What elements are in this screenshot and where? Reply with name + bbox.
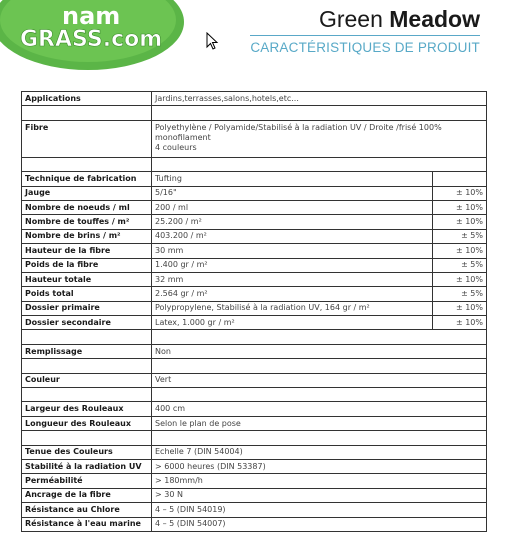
table-row xyxy=(22,316,487,330)
spec-value: Non xyxy=(152,344,487,358)
product-title-bold: Meadow xyxy=(389,6,480,32)
spec-value: 1.400 gr / m² xyxy=(152,258,433,272)
spec-value: 400 cm xyxy=(152,402,487,416)
spec-value: 4 – 5 (DIN 54019) xyxy=(152,503,487,517)
table-row xyxy=(22,272,487,286)
spec-label: Perméabilité xyxy=(22,474,152,488)
spec-value: Vert xyxy=(152,373,487,387)
spec-value: 5/16" xyxy=(152,186,433,200)
table-row xyxy=(22,373,487,387)
fibre-line-3: 4 couleurs xyxy=(155,142,197,152)
product-title xyxy=(319,6,480,33)
table-row xyxy=(22,186,487,200)
spacer-row xyxy=(22,157,487,171)
spec-value: 30 mm xyxy=(152,244,433,258)
spec-tolerance: ± 10% xyxy=(433,301,487,315)
title-divider xyxy=(250,35,480,36)
spec-label: Résistance au Chlore xyxy=(22,503,152,517)
spec-value: Echelle 7 (DIN 54004) xyxy=(152,445,487,459)
spec-value: 25.200 / m² xyxy=(152,215,433,229)
spec-label: Stabilité à la radiation UV xyxy=(22,459,152,473)
spec-label: Tenue des Couleurs xyxy=(22,445,152,459)
table-row xyxy=(22,344,487,358)
table-row xyxy=(22,459,487,473)
spec-value: > 6000 heures (DIN 53387) xyxy=(152,459,487,473)
fibre-line-2: monofilament xyxy=(155,132,211,142)
table-row xyxy=(22,120,487,157)
product-title-regular: Green xyxy=(318,6,383,32)
spec-label: Technique de fabrication xyxy=(22,172,152,186)
table-row xyxy=(22,244,487,258)
spec-label: Remplissage xyxy=(22,344,152,358)
spec-label: Poids total xyxy=(22,287,152,301)
spec-label: Dossier primaire xyxy=(22,301,152,315)
spec-label: Jauge xyxy=(22,186,152,200)
spec-value: > 180mm/h xyxy=(152,474,487,488)
page-subtitle: CARACTÉRISTIQUES DE PRODUIT xyxy=(250,40,480,55)
spec-label: Nombre de touffes / m² xyxy=(22,215,152,229)
spec-label: Hauteur de la fibre xyxy=(22,244,152,258)
fibre-line-1: Polyethylène / Polyamide/Stabilisé à la radiation UV / Droite /frisé 100% xyxy=(155,122,442,132)
spec-tolerance: ± 10% xyxy=(433,316,487,330)
table-row xyxy=(22,445,487,459)
table-row xyxy=(22,503,487,517)
namgrass-logo[interactable] xyxy=(0,0,230,72)
spec-label: Applications xyxy=(22,92,152,106)
table-row xyxy=(22,416,487,430)
spacer-row xyxy=(22,388,487,402)
spacer-row xyxy=(22,431,487,445)
table-row xyxy=(22,229,487,243)
spec-tolerance: ± 10% xyxy=(433,200,487,214)
table-row xyxy=(22,200,487,214)
spec-value: 4 – 5 (DIN 54007) xyxy=(152,517,487,531)
table-row xyxy=(22,215,487,229)
spec-label: Ancrage de la fibre xyxy=(22,488,152,502)
spec-value: > 30 N xyxy=(152,488,487,502)
spec-tolerance: ± 5% xyxy=(433,258,487,272)
spec-tolerance: ± 10% xyxy=(433,272,487,286)
mouse-cursor-icon xyxy=(206,32,220,52)
spec-tolerance: ± 5% xyxy=(433,287,487,301)
table-row xyxy=(22,402,487,416)
spec-tolerance: ± 10% xyxy=(433,215,487,229)
spec-value: 200 / ml xyxy=(152,200,433,214)
table-row xyxy=(22,258,487,272)
spacer-row xyxy=(22,330,487,344)
spec-value: Latex, 1.000 gr / m² xyxy=(152,316,433,330)
spec-label: Fibre xyxy=(22,120,152,157)
spec-value: 32 mm xyxy=(152,272,433,286)
table-row xyxy=(22,172,487,186)
spacer-row xyxy=(22,106,487,120)
spec-label: Longueur des Rouleaux xyxy=(22,416,152,430)
spec-value: Selon le plan de pose xyxy=(152,416,487,430)
spec-label: Hauteur totale xyxy=(22,272,152,286)
spec-label: Résistance à l'eau marine xyxy=(22,517,152,531)
specifications-table xyxy=(21,91,487,532)
svg-text:nam: nam xyxy=(62,2,121,30)
spec-tolerance: ± 10% xyxy=(433,186,487,200)
spec-value: Jardins,terrasses,salons,hotels,etc... xyxy=(152,92,487,106)
table-row xyxy=(22,92,487,106)
spec-value: Polypropylene, Stabilisé à la radiation UV, 164 gr / m² xyxy=(152,301,433,315)
spec-value: 2.564 gr / m² xyxy=(152,287,433,301)
spec-tolerance xyxy=(433,172,487,186)
spacer-row xyxy=(22,359,487,373)
table-row xyxy=(22,474,487,488)
table-row xyxy=(22,517,487,531)
spec-value xyxy=(152,120,487,157)
spec-label: Nombre de brins / m² xyxy=(22,229,152,243)
svg-text:GRASS.com: GRASS.com xyxy=(20,27,163,52)
spec-label: Poids de la fibre xyxy=(22,258,152,272)
spec-label: Nombre de noeuds / ml xyxy=(22,200,152,214)
spec-tolerance: ± 5% xyxy=(433,229,487,243)
table-row xyxy=(22,287,487,301)
spec-tolerance: ± 10% xyxy=(433,244,487,258)
table-row xyxy=(22,301,487,315)
spec-label: Largeur des Rouleaux xyxy=(22,402,152,416)
spec-label: Couleur xyxy=(22,373,152,387)
table-row xyxy=(22,488,487,502)
spec-label: Dossier secondaire xyxy=(22,316,152,330)
spec-value: Tufting xyxy=(152,172,433,186)
spec-value: 403.200 / m² xyxy=(152,229,433,243)
